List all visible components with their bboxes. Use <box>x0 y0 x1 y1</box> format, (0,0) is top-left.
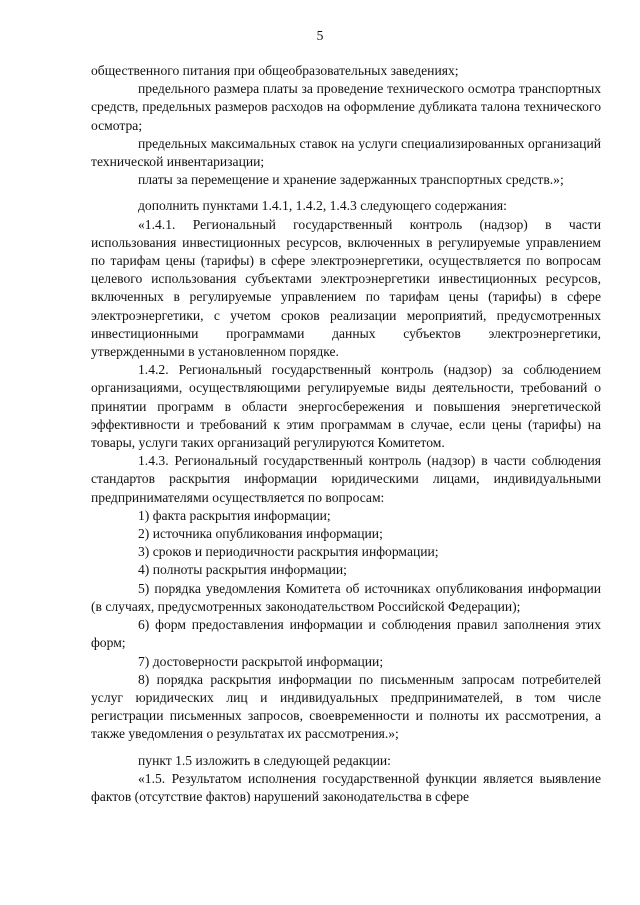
paragraph: 2) источника опубликования информации; <box>138 526 383 542</box>
paragraph: общественного питания при общеобразовательных заведениях; <box>91 63 459 78</box>
page-number: 5 <box>316 28 324 43</box>
paragraph: 1.4.2. Региональный государственный контроль (надзор) за соблюдением организациями, осуществляющими регулируемые виды деятельности, требований о принятии программ в области энергосбережения и повышения энергетической эффективности и требований к этим программам в случае, если цены (тарифы) на товары, услуги таких организаций регулируются Комитетом. <box>91 362 601 451</box>
paragraph: предельного размера платы за проведение технического осмотра транспортных средств, предельных размеров расходов на оформление дубликата талона технического осмотра; <box>91 81 601 133</box>
paragraph: платы за перемещение и хранение задержанных транспортных средств.»; <box>138 172 564 188</box>
paragraph: 7) достоверности раскрытой информации; <box>138 653 384 669</box>
paragraph: 4) полноты раскрытия информации; <box>138 562 347 578</box>
paragraph: предельных максимальных ставок на услуги специализированных организаций технической инвентаризации; <box>91 135 601 170</box>
paragraph: пункт 1.5 изложить в следующей редакции: <box>138 752 391 768</box>
paragraph: 1.4.3. Региональный государственный контроль (надзор) в части соблюдения стандартов раскрытия информации юридическими лицами, индивидуальными предпринимателями осуществляется по вопросам: <box>91 453 601 505</box>
paragraph: 5) порядка уведомления Комитета об источниках опубликования информации (в случаях, предусмотренных законодательством Российской Федерации); <box>91 580 601 614</box>
paragraph: «1.4.1. Региональный государственный контроль (надзор) в части использования инвестиционных ресурсов, включенных в регулируемые управлением по тарифам цены (тарифы) в сфере электроэнергетики, осуществляется по вопросам целевого использования субъектами электроэнергетики инвестиционных ресурсов, включенных в регулируемые управлением по тарифам цены (тарифы) в сфере электроэнергетики, с учетом сроков реализации мероприятий, предусмотренных инвестиционными программами данных субъектов электроэнергетики, утвержденными в установленном порядке. <box>91 216 601 360</box>
paragraph: 6) форм предоставления информации и соблюдения правил заполнения этих форм; <box>91 617 601 651</box>
paragraph: 1) факта раскрытия информации; <box>138 507 331 523</box>
paragraph: 8) порядка раскрытия информации по письменным запросам потребителей услуг юридических лиц и индивидуальных предпринимателей, в том числе регистрации письменных запросов, своевременности и полноты их рассмотрения, а также уведомления о результатах их рассмотрения.»; <box>91 671 601 742</box>
paragraph: 3) сроков и периодичности раскрытия информации; <box>138 544 439 560</box>
paragraph: «1.5. Результатом исполнения государственной функции является выявление фактов (отсутствие фактов) нарушений законодательства в сфере <box>91 770 601 804</box>
paragraph: дополнить пунктами 1.4.1, 1.4.2, 1.4.3 следующего содержания: <box>138 198 507 214</box>
document-body <box>91 62 601 806</box>
